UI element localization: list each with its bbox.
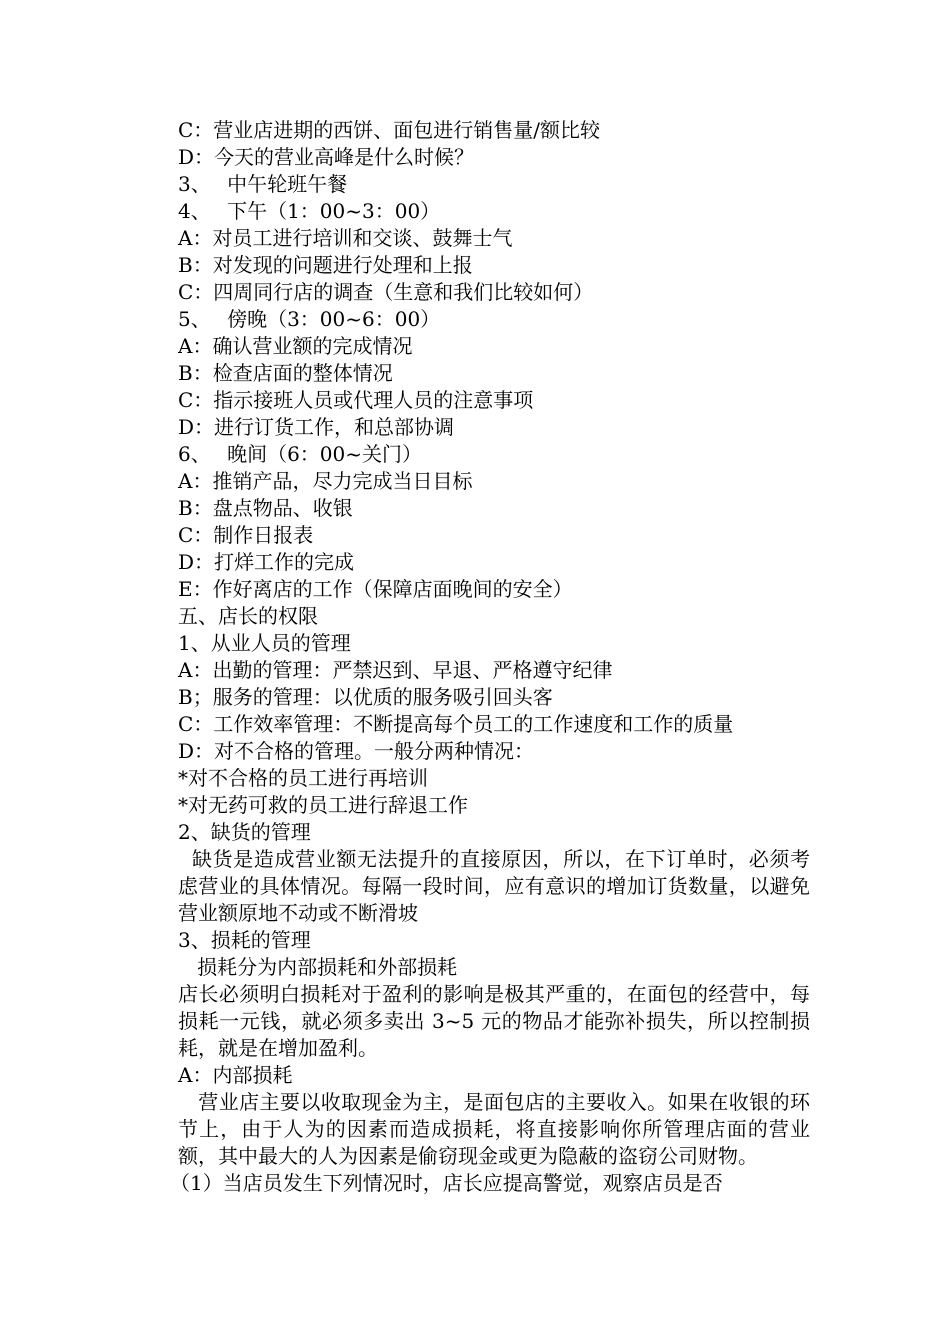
document-body [170, 117, 811, 1197]
paragraph-shortage: 缺货是造成营业额无法提升的直接原因，所以，在下订单时，必须考虑营业的具体情况。每隔一段时间，应有意识的增加订货数量，以避免营业额原地不动或不断滑坡 [178, 847, 811, 925]
text-line: C：指示接班人员或代理人员的注意事项 [178, 388, 534, 412]
text-line: D：打烊工作的完成 [178, 550, 355, 574]
text-line: B；服务的管理：以优质的服务吸引回头客 [178, 685, 553, 709]
section-heading: 五、店长的权限 [178, 604, 318, 628]
text-line: C：营业店进期的西饼、面包进行销售量/额比较 [178, 118, 601, 142]
text-line: A：出勤的管理：严禁迟到、早退、严格遵守纪律 [178, 658, 613, 682]
text-line: A：对员工进行培训和交谈、鼓舞士气 [178, 226, 513, 250]
text-line: A：确认营业额的完成情况 [178, 334, 413, 358]
text-line: D：进行订货工作，和总部协调 [178, 415, 455, 439]
text-line: 5、 傍晚（3：00~6：00） [178, 307, 441, 331]
text-line: C：制作日报表 [178, 523, 314, 547]
text-line: C：四周同行店的调查（生意和我们比较如何） [178, 280, 594, 304]
text-line: *对无药可救的员工进行辞退工作 [178, 793, 468, 817]
text-line: B：检查店面的整体情况 [178, 361, 393, 385]
paragraph-internal-loss: 营业店主要以收取现金为主，是面包店的主要收入。如果在收银的环节上，由于人为的因素而造成损耗，将直接影响你所管理店面的营业额，其中最大的人为因素是偷窃现金或更为隐蔽的盗窃公司财物。 [178, 1090, 811, 1168]
text-line: 6、 晚间（6：00~关门） [178, 442, 423, 466]
text-line: 4、 下午（1：00~3：00） [178, 199, 441, 223]
subsection-heading: 3、损耗的管理 [178, 928, 311, 952]
text-line: D：对不合格的管理。一般分两种情况： [178, 739, 535, 763]
text-line: 3、 中午轮班午餐 [178, 172, 348, 196]
text-line: A：推销产品，尽力完成当日目标 [178, 469, 473, 493]
paragraph-loss: 店长必须明白损耗对于盈利的影响是极其严重的，在面包的经营中，每损耗一元钱，就必须多卖出 3~5 元的物品才能弥补损失，所以控制损耗，就是在增加盈利。 [178, 982, 810, 1060]
text-line: *对不合格的员工进行再培训 [178, 766, 428, 790]
text-line: E：作好离店的工作（保障店面晚间的安全） [178, 577, 573, 601]
text-line: C：工作效率管理：不断提高每个员工的工作速度和工作的质量 [178, 712, 734, 736]
text-line: （1）当店员发生下列情况时，店长应提高警觉，观察店员是否 [170, 1171, 723, 1195]
subsection-heading: 2、缺货的管理 [178, 820, 311, 844]
subsection-heading: 1、从业人员的管理 [178, 631, 351, 655]
text-line: D：今天的营业高峰是什么时候？ [178, 145, 475, 169]
subsection-heading: A：内部损耗 [178, 1063, 293, 1087]
text-line: 损耗分为内部损耗和外部损耗 [178, 955, 458, 979]
text-line: B：对发现的问题进行处理和上报 [178, 253, 473, 277]
text-line: B：盘点物品、收银 [178, 496, 353, 520]
